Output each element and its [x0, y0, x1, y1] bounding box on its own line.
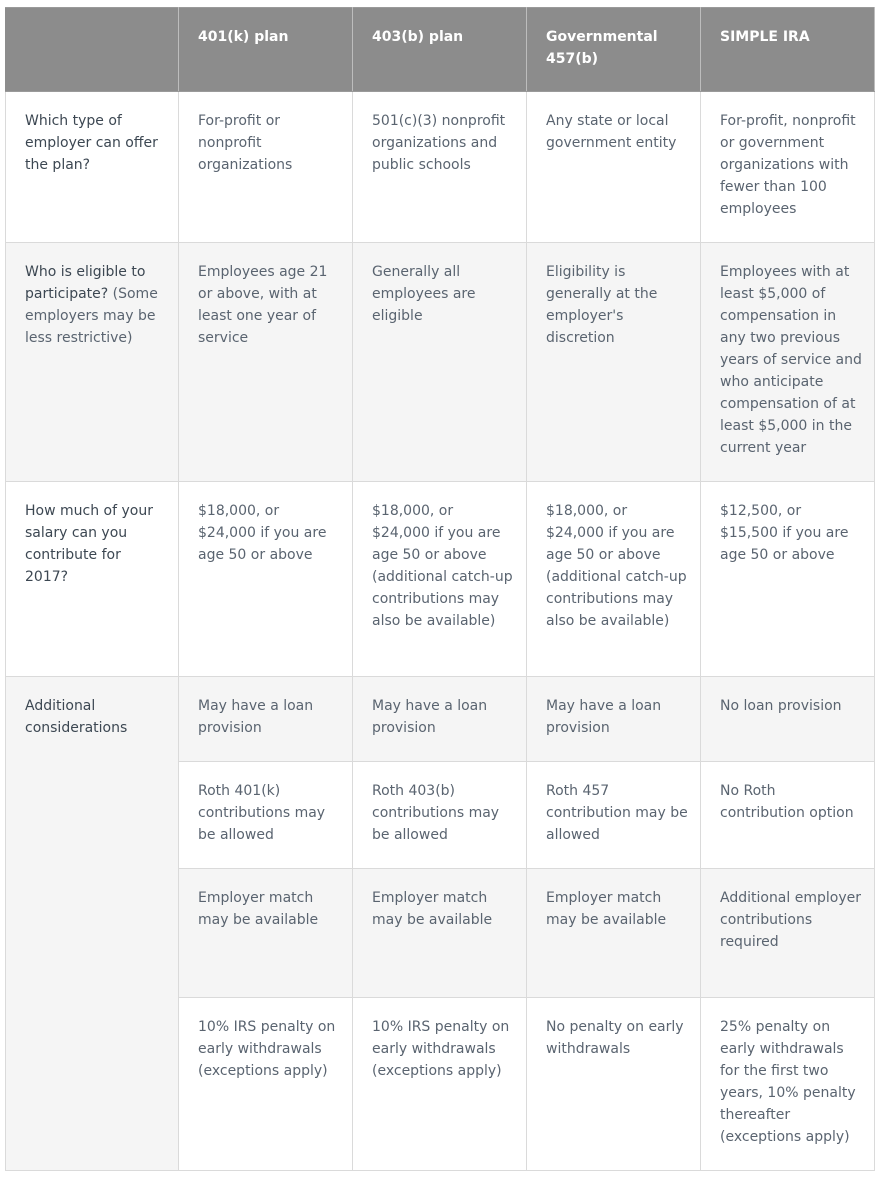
cell-403b-eligibility: Generally all employees are eligible — [353, 243, 527, 482]
cell-457b-loan: May have a loan provision — [527, 677, 701, 762]
cell-401k-employer: For-profit or nonprofit organizations — [179, 92, 353, 243]
row-label-contribution-limit: How much of your salary can you contribute for 2017? — [6, 482, 179, 677]
cell-403b-contribution: $18,000, or $24,000 if you are age 50 or above (additional catch-up contributions may also be available) — [353, 482, 527, 677]
cell-457b-roth: Roth 457 contribution may be allowed — [527, 762, 701, 869]
cell-403b-loan: May have a loan provision — [353, 677, 527, 762]
cell-401k-match: Employer match may be available — [179, 869, 353, 998]
cell-457b-employer: Any state or local government entity — [527, 92, 701, 243]
cell-403b-roth: Roth 403(b) contributions may be allowed — [353, 762, 527, 869]
header-403b: 403(b) plan — [353, 8, 527, 92]
cell-457b-contribution: $18,000, or $24,000 if you are age 50 or above (additional catch-up contributions may also be available) — [527, 482, 701, 677]
table-row-employer-type — [6, 92, 875, 243]
table-row-contribution-limit — [6, 482, 875, 677]
table-header — [6, 8, 875, 92]
eligibility-question: Who is eligible to participate? — [25, 264, 146, 302]
cell-457b-penalty: No penalty on early withdrawals — [527, 998, 701, 1171]
cell-simple-ira-match: Additional employer contributions required — [701, 869, 875, 998]
header-corner — [6, 8, 179, 92]
table-row-eligibility — [6, 243, 875, 482]
cell-457b-match: Employer match may be available — [527, 869, 701, 998]
cell-simple-ira-eligibility: Employees with at least $5,000 of compensation in any two previous years of service and who anticipate compensation of at least $5,000 in the current year — [701, 243, 875, 482]
table-body — [6, 92, 875, 1171]
eligibility-note: (Some employers may be less restrictive) — [25, 286, 158, 346]
row-label-employer-type: Which type of employer can offer the plan? — [6, 92, 179, 243]
row-label-additional-considerations: Additional considerations — [6, 677, 179, 1171]
cell-simple-ira-penalty: 25% penalty on early withdrawals for the first two years, 10% penalty thereafter (exceptions apply) — [701, 998, 875, 1171]
header-simple-ira: SIMPLE IRA — [701, 8, 875, 92]
cell-simple-ira-loan: No loan provision — [701, 677, 875, 762]
table-row-loan — [6, 677, 875, 762]
cell-401k-roth: Roth 401(k) contributions may be allowed — [179, 762, 353, 869]
cell-401k-penalty: 10% IRS penalty on early withdrawals (exceptions apply) — [179, 998, 353, 1171]
header-row — [6, 8, 875, 92]
row-label-eligibility — [6, 243, 179, 482]
cell-403b-match: Employer match may be available — [353, 869, 527, 998]
cell-simple-ira-employer: For-profit, nonprofit or government organizations with fewer than 100 employees — [701, 92, 875, 243]
header-401k: 401(k) plan — [179, 8, 353, 92]
header-457b: Governmental 457(b) — [527, 8, 701, 92]
cell-403b-penalty: 10% IRS penalty on early withdrawals (exceptions apply) — [353, 998, 527, 1171]
cell-401k-loan: May have a loan provision — [179, 677, 353, 762]
cell-simple-ira-roth: No Roth contribution option — [701, 762, 875, 869]
cell-401k-contribution: $18,000, or $24,000 if you are age 50 or above — [179, 482, 353, 677]
retirement-plan-comparison-table — [5, 7, 875, 1171]
cell-401k-eligibility: Employees age 21 or above, with at least one year of service — [179, 243, 353, 482]
cell-simple-ira-contribution: $12,500, or $15,500 if you are age 50 or above — [701, 482, 875, 677]
cell-457b-eligibility: Eligibility is generally at the employer's discretion — [527, 243, 701, 482]
cell-403b-employer: 501(c)(3) nonprofit organizations and public schools — [353, 92, 527, 243]
